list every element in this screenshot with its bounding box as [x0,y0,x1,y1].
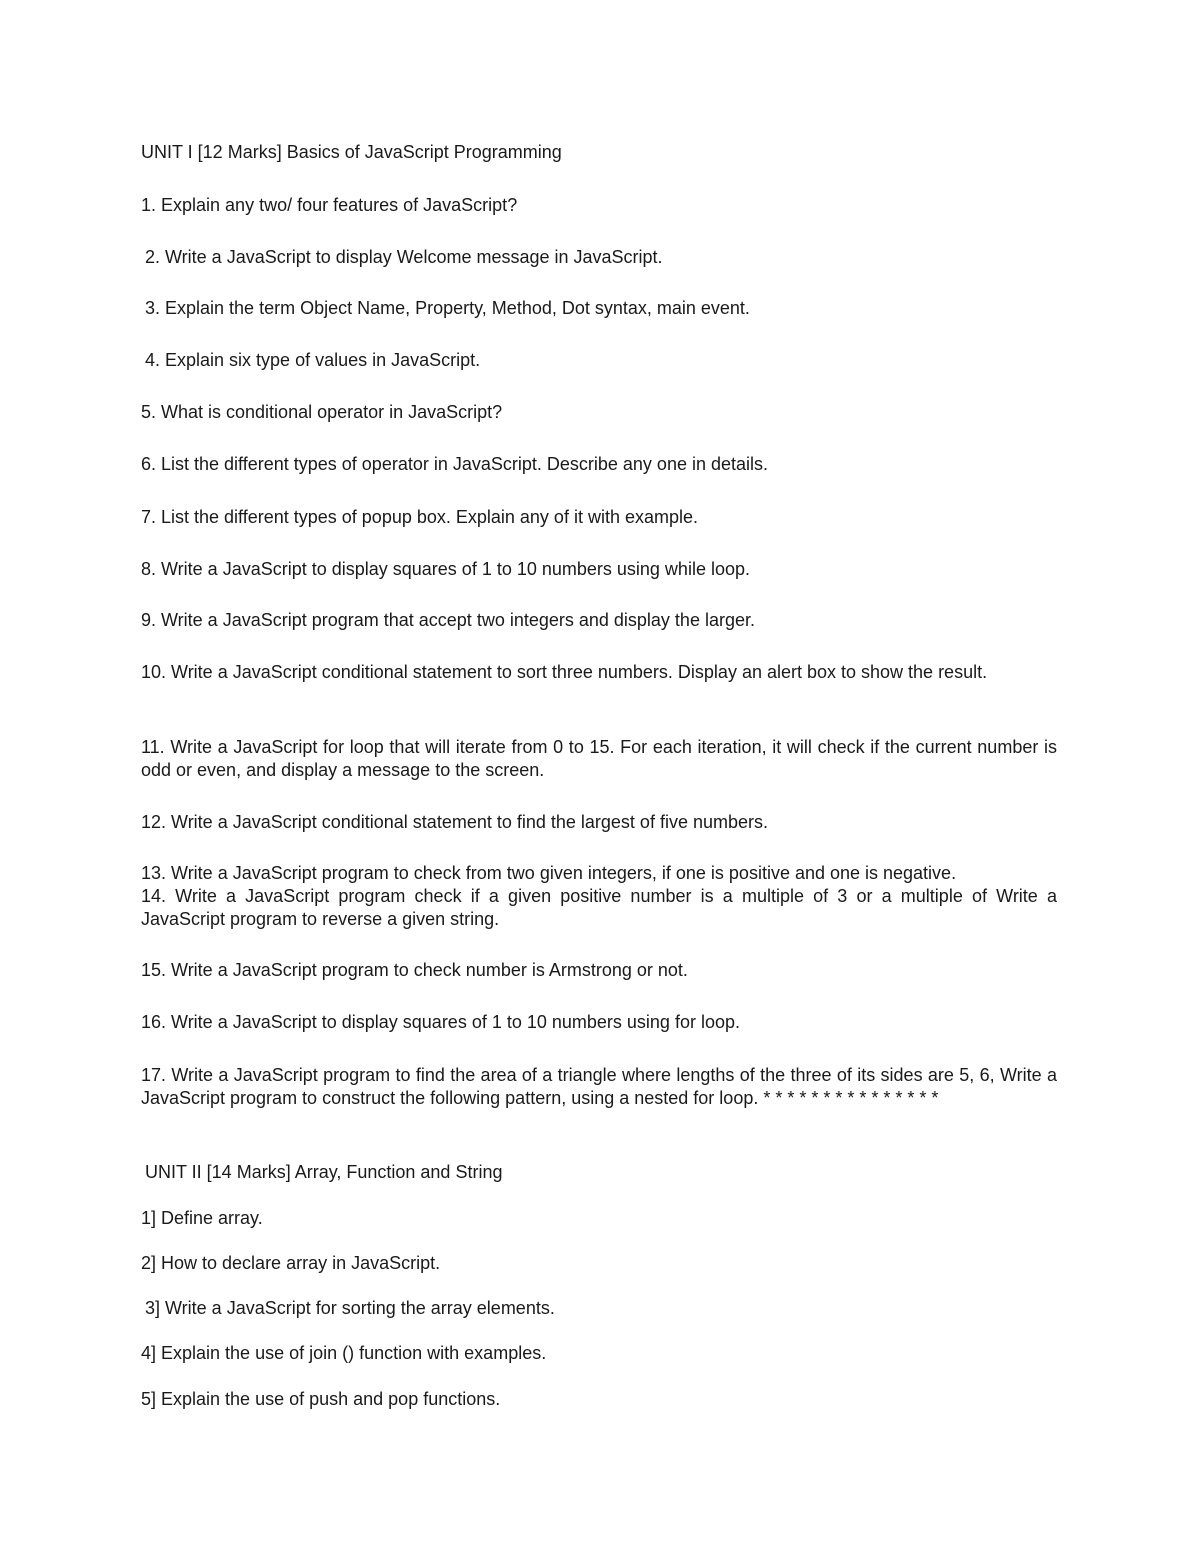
unit2-question-4: 4] Explain the use of join () function with examples. [141,1343,547,1363]
unit1-question-10: 10. Write a JavaScript conditional statement to sort three numbers. Display an alert box to show the result. [141,662,988,682]
unit2-heading: UNIT II [14 Marks] Array, Function and String [145,1162,503,1182]
unit1-question-5: 5. What is conditional operator in JavaScript? [141,402,503,422]
unit2-question-1: 1] Define array. [141,1208,263,1228]
unit1-question-13: 13. Write a JavaScript program to check from two given integers, if one is positive and one is negative. [141,863,957,883]
unit1-question-4: 4. Explain six type of values in JavaScript. [145,350,481,370]
unit1-question-7: 7. List the different types of popup box. Explain any of it with example. [141,507,698,527]
unit1-question-14: 14. Write a JavaScript program check if a given positive number is a multiple of 3 or a multiple of Write a JavaScript program to reverse a given string. [141,886,1057,929]
unit1-question-6: 6. List the different types of operator in JavaScript. Describe any one in details. [141,454,769,474]
unit1-question-12: 12. Write a JavaScript conditional statement to find the largest of five numbers. [141,812,768,832]
unit1-heading: UNIT I [12 Marks] Basics of JavaScript Programming [141,142,562,162]
unit2-question-3: 3] Write a JavaScript for sorting the array elements. [145,1298,555,1318]
unit1-question-11: 11. Write a JavaScript for loop that will iterate from 0 to 15. For each iteration, it will check if the current number is odd or even, and display a message to the screen. [141,737,1057,780]
unit1-question-1: 1. Explain any two/ four features of JavaScript? [141,195,518,215]
unit1-question-2: 2. Write a JavaScript to display Welcome message in JavaScript. [145,247,663,267]
unit1-question-15: 15. Write a JavaScript program to check number is Armstrong or not. [141,960,688,980]
unit1-question-9: 9. Write a JavaScript program that accept two integers and display the larger. [141,610,755,630]
unit1-question-3: 3. Explain the term Object Name, Property, Method, Dot syntax, main event. [145,298,750,318]
unit2-question-5: 5] Explain the use of push and pop functions. [141,1389,501,1409]
unit1-question-16: 16. Write a JavaScript to display squares of 1 to 10 numbers using for loop. [141,1012,740,1032]
unit1-question-17: 17. Write a JavaScript program to find the area of a triangle where lengths of the three of its sides are 5, 6, Write a JavaScript program to construct the following pattern, using a nested for loop. * * * * * * * * * * * * * * * [141,1065,1057,1108]
unit1-question-8: 8. Write a JavaScript to display squares of 1 to 10 numbers using while loop. [141,559,750,579]
unit2-question-2: 2] How to declare array in JavaScript. [141,1253,441,1273]
